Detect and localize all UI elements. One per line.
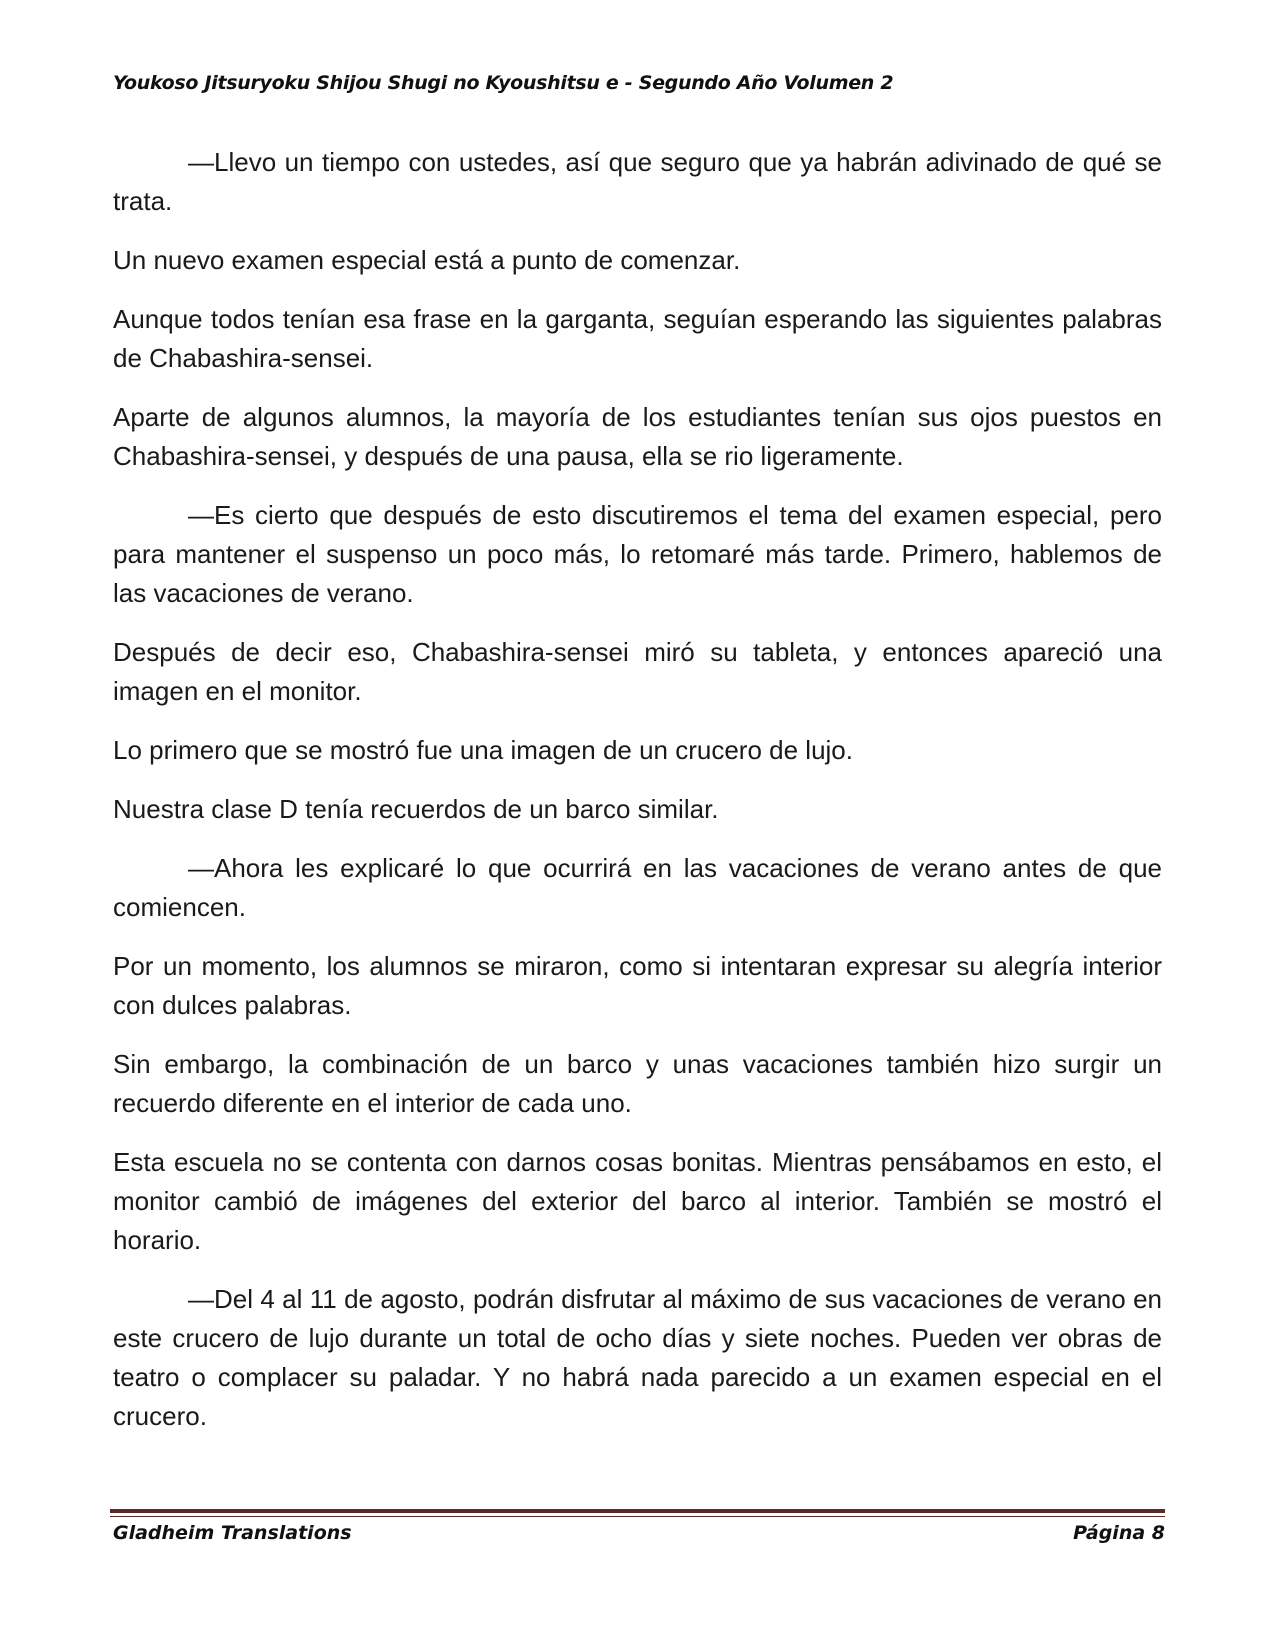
footer-publisher: Gladheim Translations bbox=[113, 1522, 352, 1544]
page-header-title: Youkoso Jitsuryoku Shijou Shugi no Kyoushitsu e - Segundo Año Volumen 2 bbox=[113, 72, 894, 94]
footer-rule-thin bbox=[110, 1516, 1165, 1517]
paragraph-dialogue: —Del 4 al 11 de agosto, podrán disfrutar al máximo de sus vacaciones de verano en este crucero de lujo durante un total de ocho días y siete noches. Pueden ver obras de teatro o complacer su paladar. Y no habrá nada parecido a un examen especial en el crucero. bbox=[113, 1284, 1162, 1431]
document-body bbox=[113, 143, 1162, 1456]
paragraph: Un nuevo examen especial está a punto de comenzar. bbox=[113, 245, 741, 275]
paragraph: Aparte de algunos alumnos, la mayoría de los estudiantes tenían sus ojos puestos en Chabashira-sensei, y después de una pausa, ella se rio ligeramente. bbox=[113, 402, 1162, 471]
paragraph-dialogue: —Ahora les explicaré lo que ocurrirá en las vacaciones de verano antes de que comiencen. bbox=[113, 853, 1162, 922]
paragraph: Nuestra clase D tenía recuerdos de un barco similar. bbox=[113, 794, 719, 824]
paragraph: Esta escuela no se contenta con darnos cosas bonitas. Mientras pensábamos en esto, el monitor cambió de imágenes del exterior del barco al interior. También se mostró el horario. bbox=[113, 1147, 1162, 1255]
paragraph: Sin embargo, la combinación de un barco y unas vacaciones también hizo surgir un recuerdo diferente en el interior de cada uno. bbox=[113, 1049, 1162, 1118]
paragraph: Por un momento, los alumnos se miraron, como si intentaran expresar su alegría interior con dulces palabras. bbox=[113, 951, 1162, 1020]
paragraph: Aunque todos tenían esa frase en la garganta, seguían esperando las siguientes palabras de Chabashira-sensei. bbox=[113, 304, 1162, 373]
paragraph: Lo primero que se mostró fue una imagen de un crucero de lujo. bbox=[113, 735, 853, 765]
paragraph-dialogue: —Es cierto que después de esto discutiremos el tema del examen especial, pero para mantener el suspenso un poco más, lo retomaré más tarde. Primero, hablemos de las vacaciones de verano. bbox=[113, 500, 1162, 608]
footer-page-number: Página 8 bbox=[1073, 1522, 1165, 1544]
paragraph: Después de decir eso, Chabashira-sensei miró su tableta, y entonces apareció una imagen en el monitor. bbox=[113, 637, 1162, 706]
footer-rule bbox=[110, 1509, 1165, 1513]
paragraph-dialogue: —Llevo un tiempo con ustedes, así que seguro que ya habrán adivinado de qué se trata. bbox=[113, 147, 1162, 216]
